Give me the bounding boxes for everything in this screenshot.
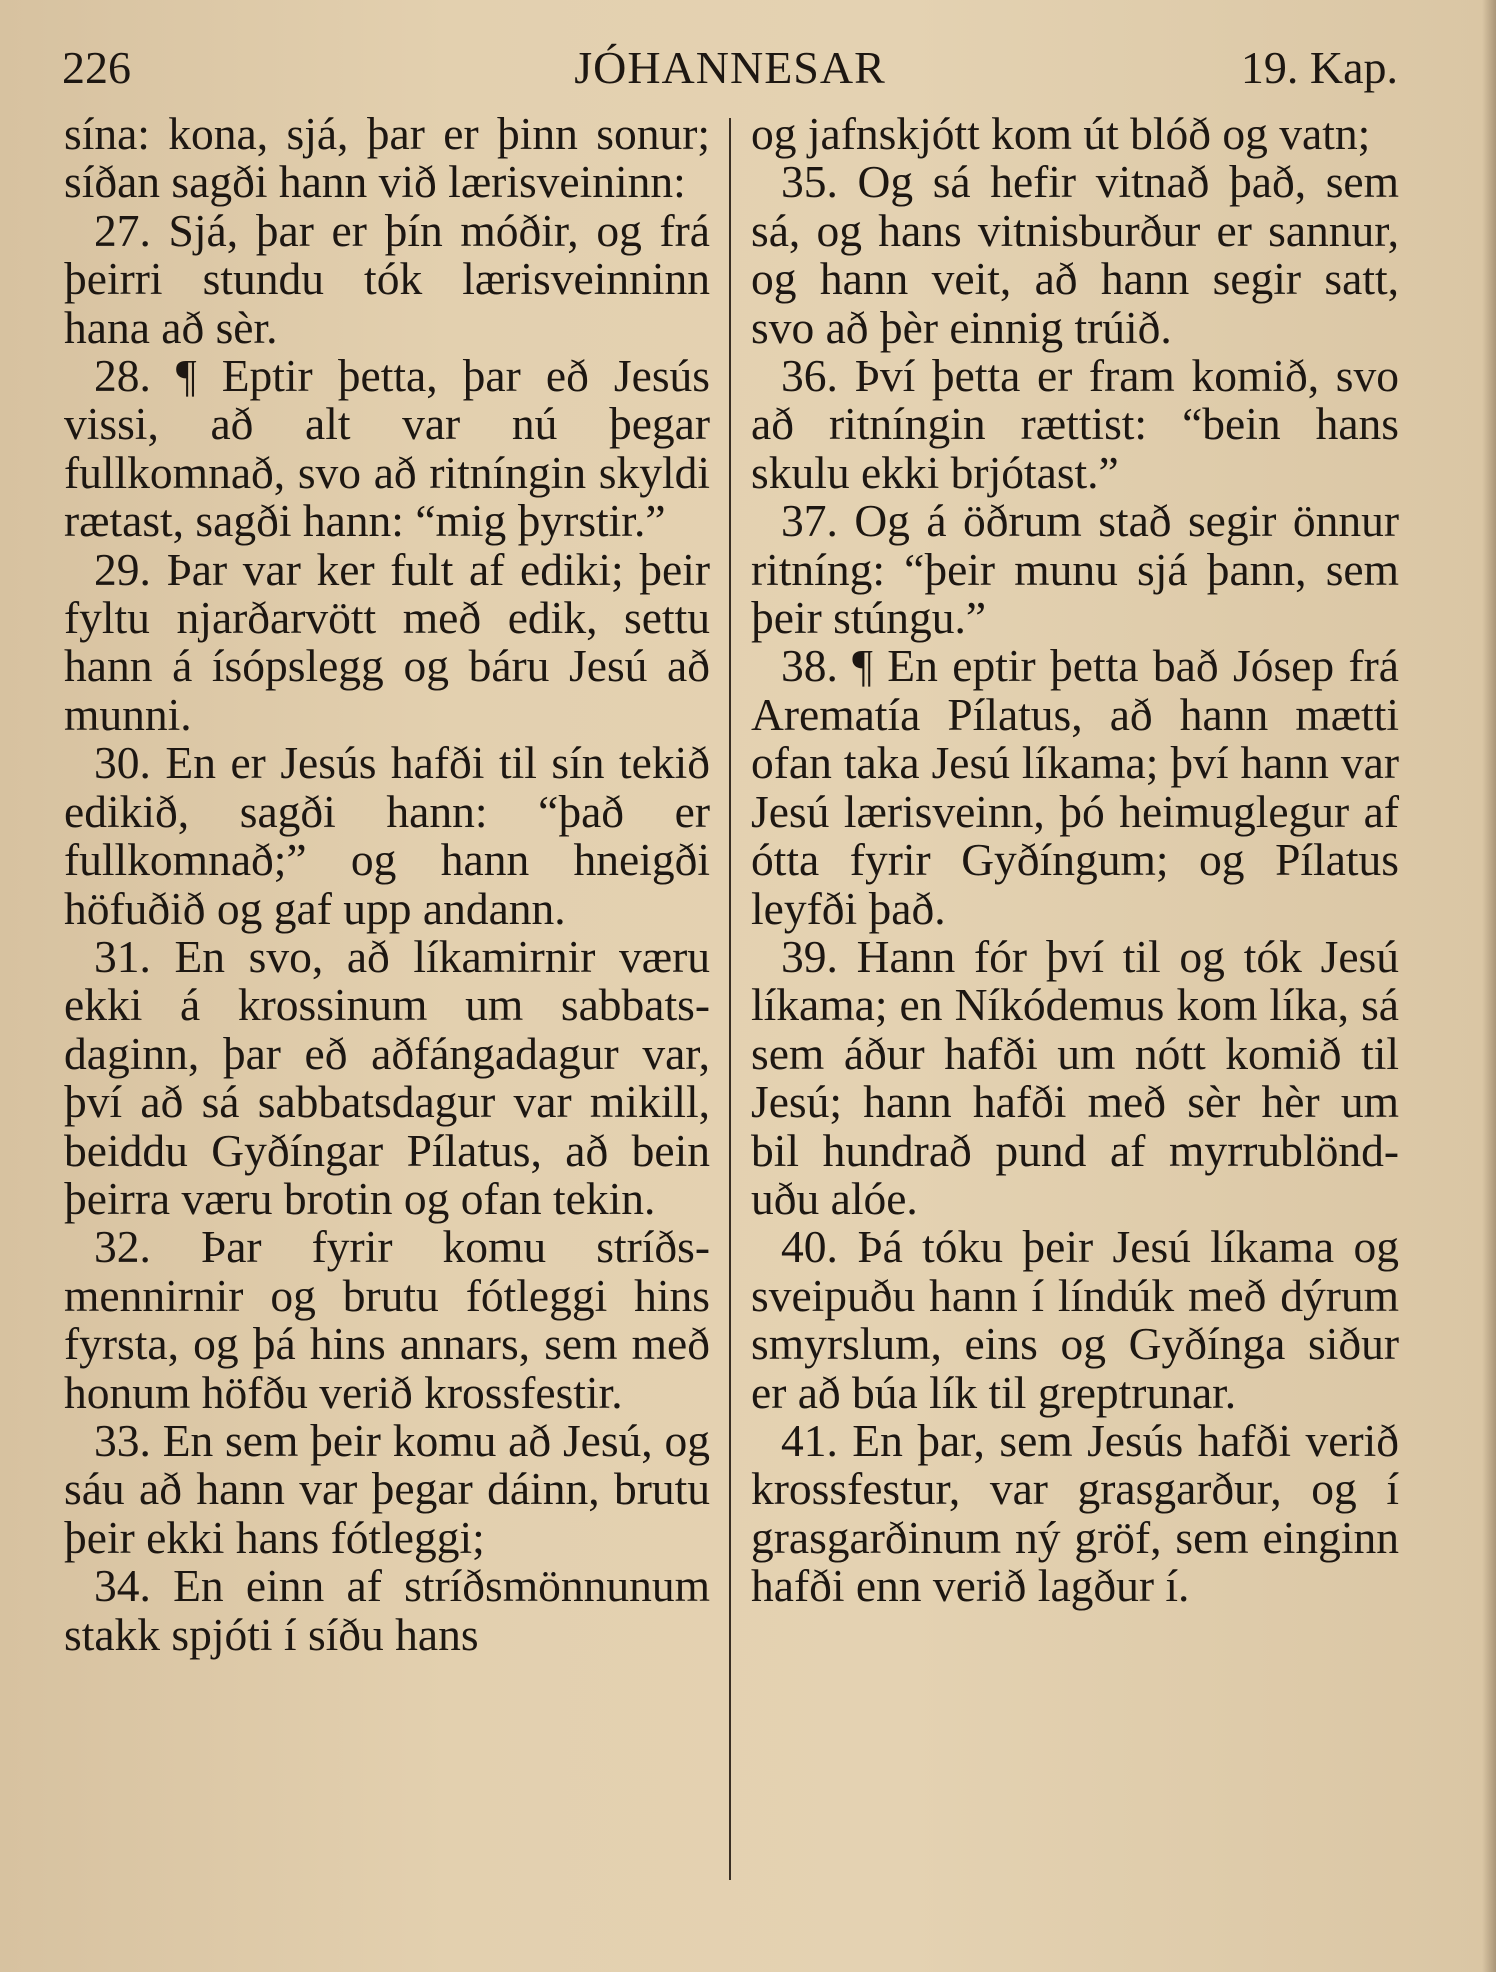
verse-30: 30. En er Jesús hafði til sín tekið edikið, sagði hann: “það er fullkomnað;” og hann hneigði höfuðið og gaf upp andann.	[64, 737, 710, 934]
verse-39: 39. Hann fór því til og tók Jesú líkama; en Níkódemus kom líka, sá sem áður hafði um nótt komið til Jesú; hann hafði með sèr hèr um bil hundrað pund af myrrublönduðu alóe.	[751, 930, 1399, 1224]
verse-37: 37. Og á öðrum stað segir önnur ritníng: “þeir munu sjá þann, sem þeir stúngu.”	[751, 495, 1399, 644]
paragraph: og jafnskjótt kom út blóð og vatn;	[751, 108, 1371, 159]
page-number: 226	[62, 42, 131, 93]
column-divider	[729, 118, 731, 1880]
verse-31: 31. En svo, að líkamirnir væru ekki á krossinum um sabbatsdaginn, þar eð aðfángadagur var, því að sá sabbatsdagur var mikill, beiddu Gyðíngar Pílatus, að bein þeirra væru brotin og ofan tekin.	[64, 930, 710, 1224]
verse-28: 28. ¶ Eptir þetta, þar eð Jesús vissi, að alt var nú þegar fullkomnað, svo að ritníngin skyldi rætast, sagði hann: “mig þyrstir.”	[64, 350, 710, 547]
verse-38: 38. ¶ En eptir þetta bað Jósep frá Arematía Pílatus, að hann mætti ofan taka Jesú líkama; því hann var Jesú lærisveinn, þó heimuglegur af ótta fyrir Gyðíngum; og Pílatus leyfði það.	[751, 640, 1399, 934]
chapter-label: 19. Kap.	[1240, 42, 1398, 93]
verse-40: 40. Þá tóku þeir Jesú líkama og sveipuðu hann í líndúk með dýrum smyrslum, eins og Gyðínga siður er að búa lík til greptrunar.	[751, 1221, 1399, 1418]
page-header	[62, 38, 1398, 98]
verse-29: 29. Þar var ker fult af ediki; þeir fyltu njarðarvött með edik, settu hann á ísópslegg og báru Jesú að munni.	[64, 543, 710, 740]
verse-27: 27. Sjá, þar er þín móðir, og frá þeirri stundu tók lærisveinninn hana að sèr.	[64, 204, 710, 353]
verse-34: 34. En einn af stríðsmönnunum stakk spjóti í síðu hans	[64, 1560, 710, 1660]
right-column	[751, 110, 1399, 1611]
verse-33: 33. En sem þeir komu að Jesú, og sáu að hann var þegar dáinn, brutu þeir ekki hans fótleggi;	[64, 1414, 710, 1563]
verse-32: 32. Þar fyrir komu stríðsmennirnir og brutu fótleggi hins fyrsta, og þá hins annars, sem með honum höfðu verið krossfestir.	[64, 1221, 710, 1418]
verse-35: 35. Og sá hefir vitnað það, sem sá, og hans vitnisburður er sannur, og hann veit, að hann segir satt, svo að þèr einnig trúið.	[751, 156, 1399, 353]
page-edge-shadow	[1482, 0, 1496, 1972]
verse-41: 41. En þar, sem Jesús hafði verið krossfestur, var grasgarður, og í grasgarðinum ný gröf, sem einginn hafði enn verið lagður í.	[751, 1414, 1399, 1612]
running-title: JÓHANNESAR	[574, 42, 886, 93]
verse-36: 36. Því þetta er fram komið, svo að ritníngin rættist: “bein hans skulu ekki brjótast.”	[751, 350, 1399, 498]
paragraph: sína: kona, sjá, þar er þinn sonur; síðan sagði hann við lærisveininn:	[64, 108, 710, 208]
left-column	[64, 110, 710, 1659]
